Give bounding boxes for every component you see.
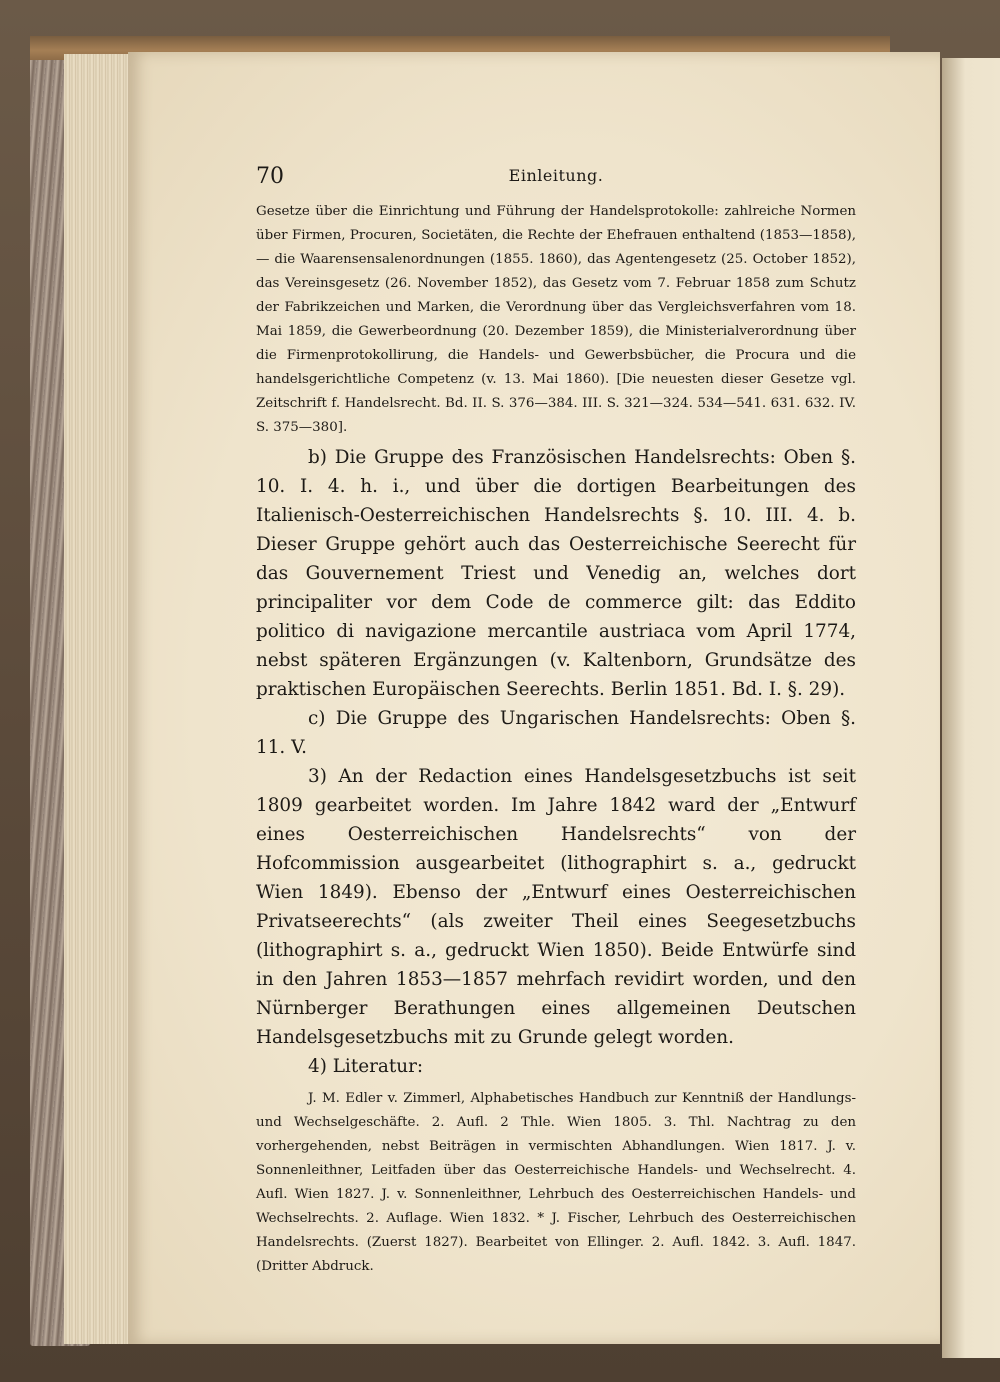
page-header bbox=[256, 160, 856, 192]
running-head: Einleitung. bbox=[508, 166, 604, 185]
paragraph-b-french-group: b) Die Gruppe des Französischen Handelsrechts: Oben §. 10. I. 4. h. i., und über die dortigen Bearbeitungen des Italienisch-Oesterreichischen Handelsrechts §. 10. III. 4. b. Dieser Gruppe gehört auch das Oesterreichische Seerecht für das Gouvernement Triest und Venedig an, welches dort principaliter vor dem Code de commerce gilt: das Eddito politico di navigazione mercantile austriaca vom April 1774, nebst späteren Ergänzungen (v. Kaltenborn, Grundsätze des praktischen Europäischen Seerechts. Berlin 1851. Bd. I. §. 29). bbox=[256, 447, 856, 700]
footnote-paragraph-laws: Gesetze über die Einrichtung und Führung der Handelsprotokolle: zahlreiche Normen über Firmen, Procuren, Societäten, die Rechte der Ehefrauen enthaltend (1853—1858), — die Waarensensalenordnungen (1855. 1860), das Agentengesetz (25. October 1852), das Vereinsgesetz (26. November 1852), das Gesetz vom 7. Februar 1858 zum Schutz der Fabrikzeichen und Marken, die Verordnung über das Vergleichsverfahren vom 18. Mai 1859, die Gewerbeordnung (20. Dezember 1859), die Ministerialverordnung über die Firmenprotokollirung, die Handels- und Gewerbsbücher, die Procura und die handelsgerichtliche Competenz (v. 13. Mai 1860). [Die neuesten dieser Gesetze vgl. Zeitschrift f. Handelsrecht. Bd. II. S. 376—384. III. S. 321—324. 534—541. 631. 632. IV. S. 375—380]. bbox=[256, 204, 856, 435]
literature-list: J. M. Edler v. Zimmerl, Alphabetisches Handbuch zur Kenntniß der Handlungs- und Wechselgeschäfte. 2. Aufl. 2 Thle. Wien 1805. 3. Thl. Nachtrag zu den vorhergehenden, nebst Beiträgen in vermischten Abhandlungen. Wien 1817. J. v. Sonnenleithner, Leitfaden über das Oesterreichische Handels- und Wechselrecht. 4. Aufl. Wien 1827. J. v. Sonnenleithner, Lehrbuch des Oesterreichischen Handels- und Wechselrechts. 2. Auflage. Wien 1832. * J. Fischer, Lehrbuch des Oesterreichischen Handelsrechts. (Zuerst 1827). Bearbeitet von Ellinger. 2. Aufl. 1842. 3. Aufl. 1847. (Dritter Abdruck. bbox=[256, 1091, 856, 1274]
page-content bbox=[256, 160, 856, 1279]
note-3-redaction: 3) An der Redaction eines Handelsgesetzbuchs ist seit 1809 gearbeitet worden. Im Jahre 1842 ward der „Entwurf eines Oesterreichischen Handelsrechts“ von der Hofcommission ausgearbeitet (lithographirt s. a., gedruckt Wien 1849). Ebenso der „Entwurf eines Oesterreichischen Privatseerechts“ (als zweiter Theil eines Seegesetzbuchs (lithographirt s. a., gedruckt Wien 1850). Beide Entwürfe sind in den Jahren 1853—1857 mehrfach revidirt worden, und den Nürnberger Berathungen eines allgemeinen Deutschen Handelsgesetzbuchs mit zu Grunde gelegt worden. bbox=[256, 766, 856, 1048]
facing-page-edge bbox=[942, 58, 1000, 1358]
page-number: 70 bbox=[256, 164, 284, 189]
paragraph-c-hungarian-group: c) Die Gruppe des Ungarischen Handelsrechts: Oben §. 11. V. bbox=[256, 708, 856, 758]
note-4-literature-heading: 4) Literatur: bbox=[308, 1056, 424, 1077]
